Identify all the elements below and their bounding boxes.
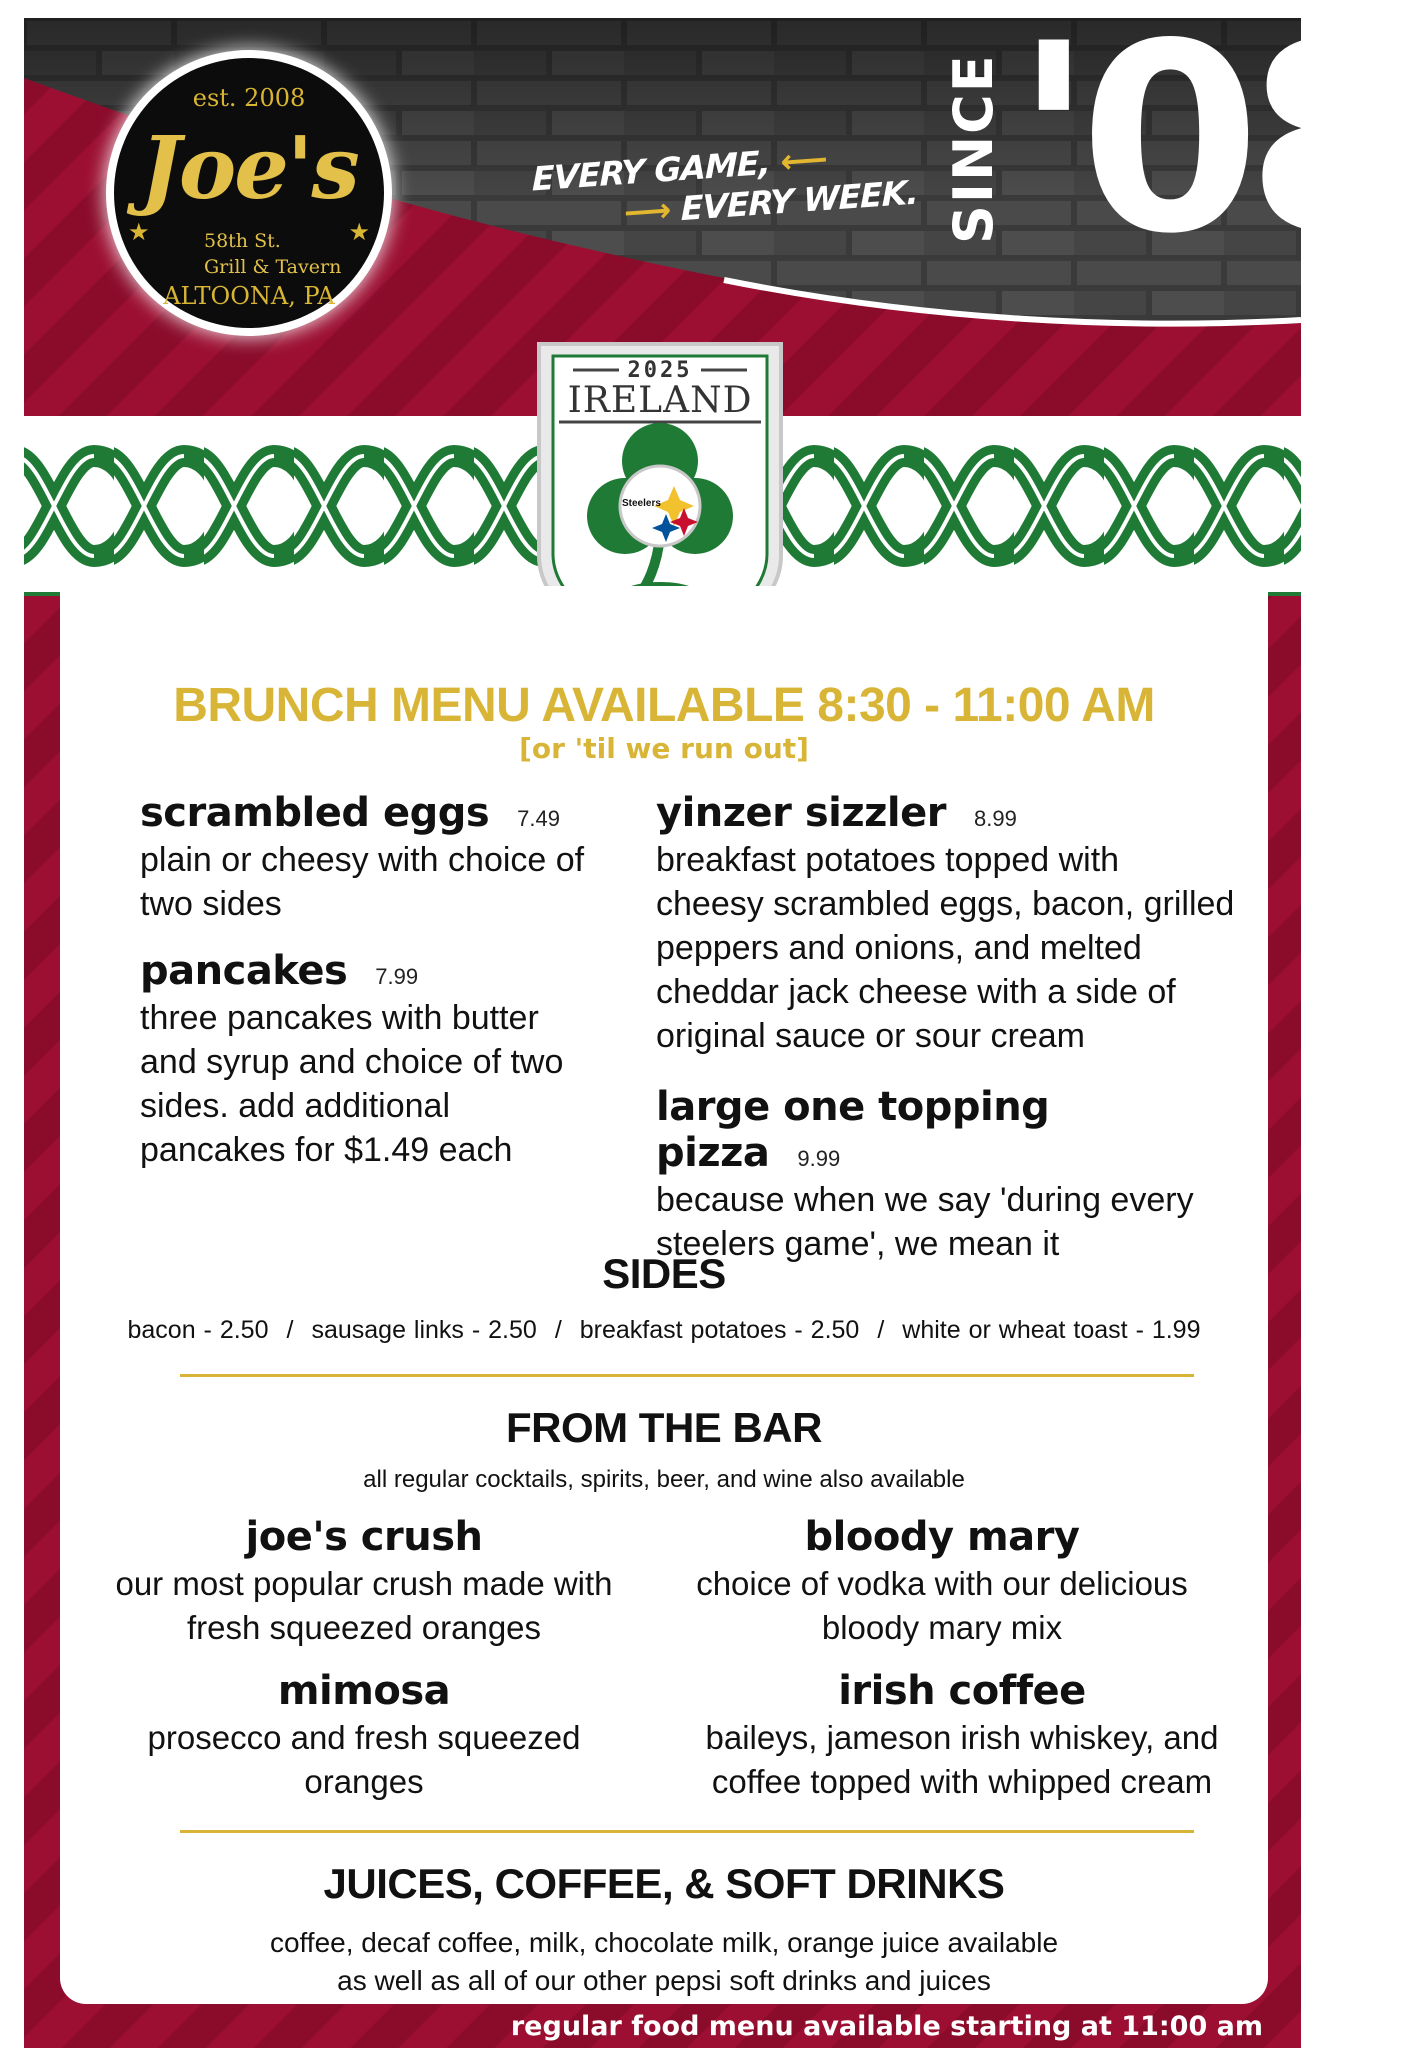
juices-line-2: as well as all of our other pepsi soft drinks and juices xyxy=(337,1965,991,1996)
since-year: '08 xyxy=(1014,0,1413,291)
logo-name: Joe's xyxy=(140,118,358,219)
sides-list xyxy=(60,1316,1268,1345)
side-separator: / xyxy=(877,1316,885,1344)
drink-name: joe's crush xyxy=(245,1514,483,1560)
brunch-title: BRUNCH MENU AVAILABLE 8:30 - 11:00 AM xyxy=(173,679,1155,732)
drink-name: bloody mary xyxy=(804,1514,1080,1560)
juices-title: JUICES, COFFEE, & SOFT DRINKS xyxy=(323,1860,1005,1907)
divider xyxy=(180,1830,1194,1833)
item-name: pancakes xyxy=(140,948,348,994)
side-item: breakfast potatoes - 2.50 xyxy=(579,1316,860,1344)
tagline-line-1: EVERY GAME, xyxy=(532,142,770,199)
bar-note: all regular cocktails, spirits, beer, and wine also available xyxy=(363,1466,965,1493)
item-description: breakfast potatoes topped with cheesy scrambled eggs, bacon, grilled peppers and onions, and melted cheddar jack cheese with a side of original sauce or sour cream xyxy=(656,841,1235,1055)
logo-city: ALTOONA, PA xyxy=(163,282,335,310)
item-description: three pancakes with butter and syrup and choice of two sides. add additional pancakes for $1.49 each xyxy=(140,999,564,1169)
star-icon: ★ xyxy=(128,219,150,246)
item-price: 7.49 xyxy=(517,806,560,831)
item-description: because when we say 'during every steelers game', we mean it xyxy=(656,1181,1194,1263)
joes-logo xyxy=(114,58,384,328)
menu-item xyxy=(140,948,590,1172)
side-separator: / xyxy=(554,1316,562,1344)
brunch-subtitle: [or 'til we run out] xyxy=(519,732,809,765)
logo-line-2: Grill & Tavern xyxy=(204,256,342,278)
item-name: large one topping pizza xyxy=(656,1084,1050,1176)
divider xyxy=(180,1374,1194,1377)
menu-page xyxy=(24,0,1413,2048)
sides-title: SIDES xyxy=(602,1250,726,1297)
since-label: SINCE xyxy=(942,53,1005,244)
juices-description xyxy=(60,1924,1268,2000)
drink-item xyxy=(104,1514,624,1650)
side-item: sausage links - 2.50 xyxy=(311,1316,537,1344)
juices-line-1: coffee, decaf coffee, milk, chocolate milk, orange juice available xyxy=(269,1927,1059,1958)
side-item: bacon - 2.50 xyxy=(127,1316,269,1344)
item-price: 7.99 xyxy=(375,964,419,989)
drink-description: prosecco and fresh squeezed oranges xyxy=(147,1719,581,1800)
item-description: plain or cheesy with choice of two sides xyxy=(140,841,585,923)
menu-item xyxy=(656,790,1236,1058)
footer-note: regular food menu available starting at 11:00 am xyxy=(510,2011,1263,2042)
item-name: scrambled eggs xyxy=(140,790,490,836)
side-item: white or wheat toast - 1.99 xyxy=(902,1316,1201,1344)
tagline-line-2: EVERY WEEK. xyxy=(680,172,918,229)
arrow-right-icon: ⟶ xyxy=(624,189,671,233)
drink-description: baileys, jameson irish whiskey, and coffee topped with whipped cream xyxy=(705,1719,1219,1800)
steelers-logo-label: Steelers xyxy=(622,498,661,509)
side-separator: / xyxy=(286,1316,294,1344)
badge-year: 2025 xyxy=(627,358,693,383)
logo-est: est. 2008 xyxy=(192,84,306,112)
item-price: 8.99 xyxy=(973,806,1017,831)
drink-item xyxy=(682,1668,1242,1804)
drink-name: irish coffee xyxy=(838,1668,1086,1714)
item-price: 9.99 xyxy=(797,1146,841,1171)
bar-title: FROM THE BAR xyxy=(506,1404,822,1451)
item-name: yinzer sizzler xyxy=(656,790,946,836)
badge-title: IRELAND xyxy=(567,380,753,421)
menu-item xyxy=(656,1084,1236,1266)
drink-item xyxy=(682,1514,1202,1650)
star-icon: ★ xyxy=(348,219,370,246)
menu-panel xyxy=(60,586,1268,2004)
drink-description: choice of vodka with our delicious bloody mary mix xyxy=(696,1565,1188,1646)
drink-item xyxy=(104,1668,624,1804)
drink-name: mimosa xyxy=(277,1668,451,1714)
logo-line-1: 58th St. xyxy=(204,230,281,252)
arrow-left-icon: ⟵ xyxy=(780,138,827,182)
drink-description: our most popular crush made with fresh squeezed oranges xyxy=(115,1565,613,1646)
menu-item xyxy=(140,790,590,926)
